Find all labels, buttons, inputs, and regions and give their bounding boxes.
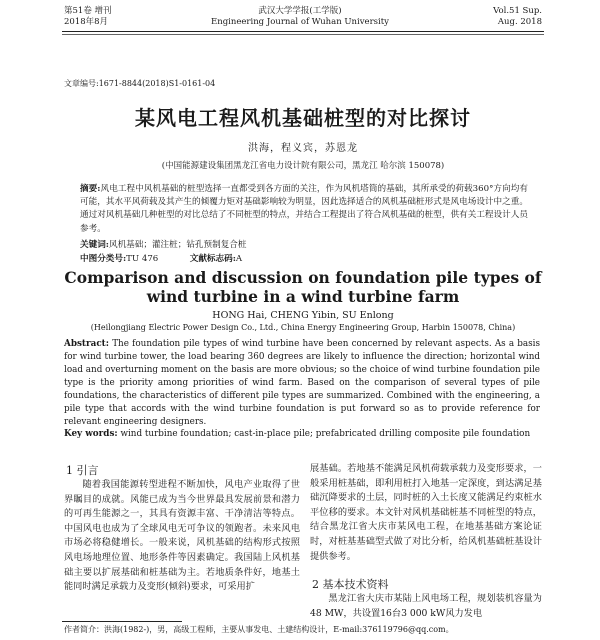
affiliation-en: (Heilongjiang Electric Power Design Co., Ltd., China Energy Engineering Group, Harbin 150078, China) <box>90 323 516 332</box>
header-journal-en: Engineering Journal of Wuhan University <box>211 17 389 27</box>
abstract-en <box>64 338 540 429</box>
section1-heading: 1 引言 <box>66 464 99 477</box>
clc-label: 中图分类号: <box>80 254 127 264</box>
header-rule-top <box>62 31 544 32</box>
footnote-rule <box>62 621 182 622</box>
title-en-line1: Comparison and discussion on foundation pile types of <box>64 268 542 287</box>
right-column-text: 展基础。若地基不能满足风机荷载承载力及变形要求，一般采用桩基础，即利用桩打入地基一定深度，到达满足基础沉降要求的土层，同时桩的入土长度又能满足约束桩水平位移的要求。本文针对风机基础桩基不同桩型的特点，结合黑龙江省大庆市某风电工程，在地基基础方案论证时，对桩基基础型式做了对比分析，给风机基础桩基设计提供参考。 <box>310 463 542 562</box>
abstract-cn-text: 风电工程中风机基础的桩型选择一直都受到各方面的关注，作为风机塔筒的基础，其所承受的荷载360°方向均有可能，其水平风荷载及其产生的倾覆力矩对基础影响较为明显，因此选择适合的风机基础桩形式是风电场设计中之重。通过对风机基础几种桩型的对比总结了不同桩型的特点，并结合工程提出了符合风机基础的桩型，供有关工程设计人员参考。 <box>80 184 528 234</box>
header-rule-bottom <box>62 34 544 35</box>
header-volume-en: Vol.51 Sup. <box>493 6 542 16</box>
affiliation-cn: (中国能源建设集团黑龙江省电力设计院有限公司，黑龙江 哈尔滨 150078) <box>161 161 445 171</box>
classification-cn <box>80 252 528 264</box>
section2-text: 黑龙江省大庆市某陆上风电场工程，规划装机容量为48 MW，共设置16台3 000 kW风力发电 <box>310 593 542 619</box>
header-volume-cn: 第51卷 增刊 <box>64 6 112 16</box>
header-date-cn: 2018年8月 <box>64 17 109 27</box>
authors-en: HONG Hai, CHENG Yibin, SU Enlong <box>212 310 394 321</box>
keywords-cn-text: 风机基础；灌注桩；钻孔预制复合桩 <box>108 240 247 250</box>
title-cn: 某风电工程风机基础桩型的对比探讨 <box>135 106 471 130</box>
header-date-en: Aug. 2018 <box>497 17 542 27</box>
article-number: 文章编号:1671-8844(2018)S1-0161-04 <box>64 79 216 88</box>
abstract-en-text: The foundation pile types of wind turbine have been concerned by relevant aspects. As a basis for wind turbine tower, the load bearing 360 degrees are likely to influence the direction; horizontal wind load and overturning moment on the basis are more obvious; so the choice of wind turbine foundation pile type is the priority among priorities of wind farm. Based on the comparison of several types of pile foundations, the characteristics of different pile types are summarized. Combined with the engineering, a pile type that accords with the wind turbine foundation is put forward so as to provide reference for relevant engineering designers. <box>64 339 541 427</box>
keywords-cn <box>80 238 528 250</box>
authors-cn: 洪海，程义宾，苏恩龙 <box>248 143 358 154</box>
keywords-en-text: wind turbine foundation; cast-in-place pile; prefabricated drilling composite pile foundation <box>120 429 531 439</box>
footnote: 作者简介：洪海(1982-)，男，高级工程师，主要从事发电、土建结构设计，E-mail:376119796@qq.com。 <box>64 625 454 634</box>
doc-code-label: 文献标志码: <box>189 254 236 264</box>
abstract-cn-label: 摘要: <box>80 184 101 194</box>
doc-code-value: A <box>235 254 243 264</box>
abstract-en-label: Abstract: <box>64 339 109 349</box>
keywords-en <box>64 428 540 441</box>
section1-text: 随着我国能源转型进程不断加快，风电产业取得了世界瞩目的成就。风能已成为当今世界最具发展前景和潜力的可再生能源之一，其具有资源丰富、干净清洁等特点。中国风电也成为了全球风电无可争议的领跑者。未来风电市场必将稳健增长。一般来说，风机基础的结构形式按照风电场地理位置、地形条件等因素确定。我国陆上风机基础主要以扩展基础和桩基础为主。若地质条件好，地基土能同时满足承载力及变形(倾斜)要求，可采用扩 <box>64 479 300 593</box>
header-journal-cn: 武汉大学学报(工学版) <box>258 6 342 16</box>
abstract-cn <box>80 183 528 236</box>
keywords-cn-label: 关键词: <box>80 240 109 250</box>
keywords-en-label: Key words: <box>64 429 118 439</box>
title-en-line2: wind turbine in a wind turbine farm <box>146 287 460 306</box>
clc-value: TU 476 <box>126 254 159 264</box>
section2-heading: 2 基本技术资料 <box>312 578 389 591</box>
